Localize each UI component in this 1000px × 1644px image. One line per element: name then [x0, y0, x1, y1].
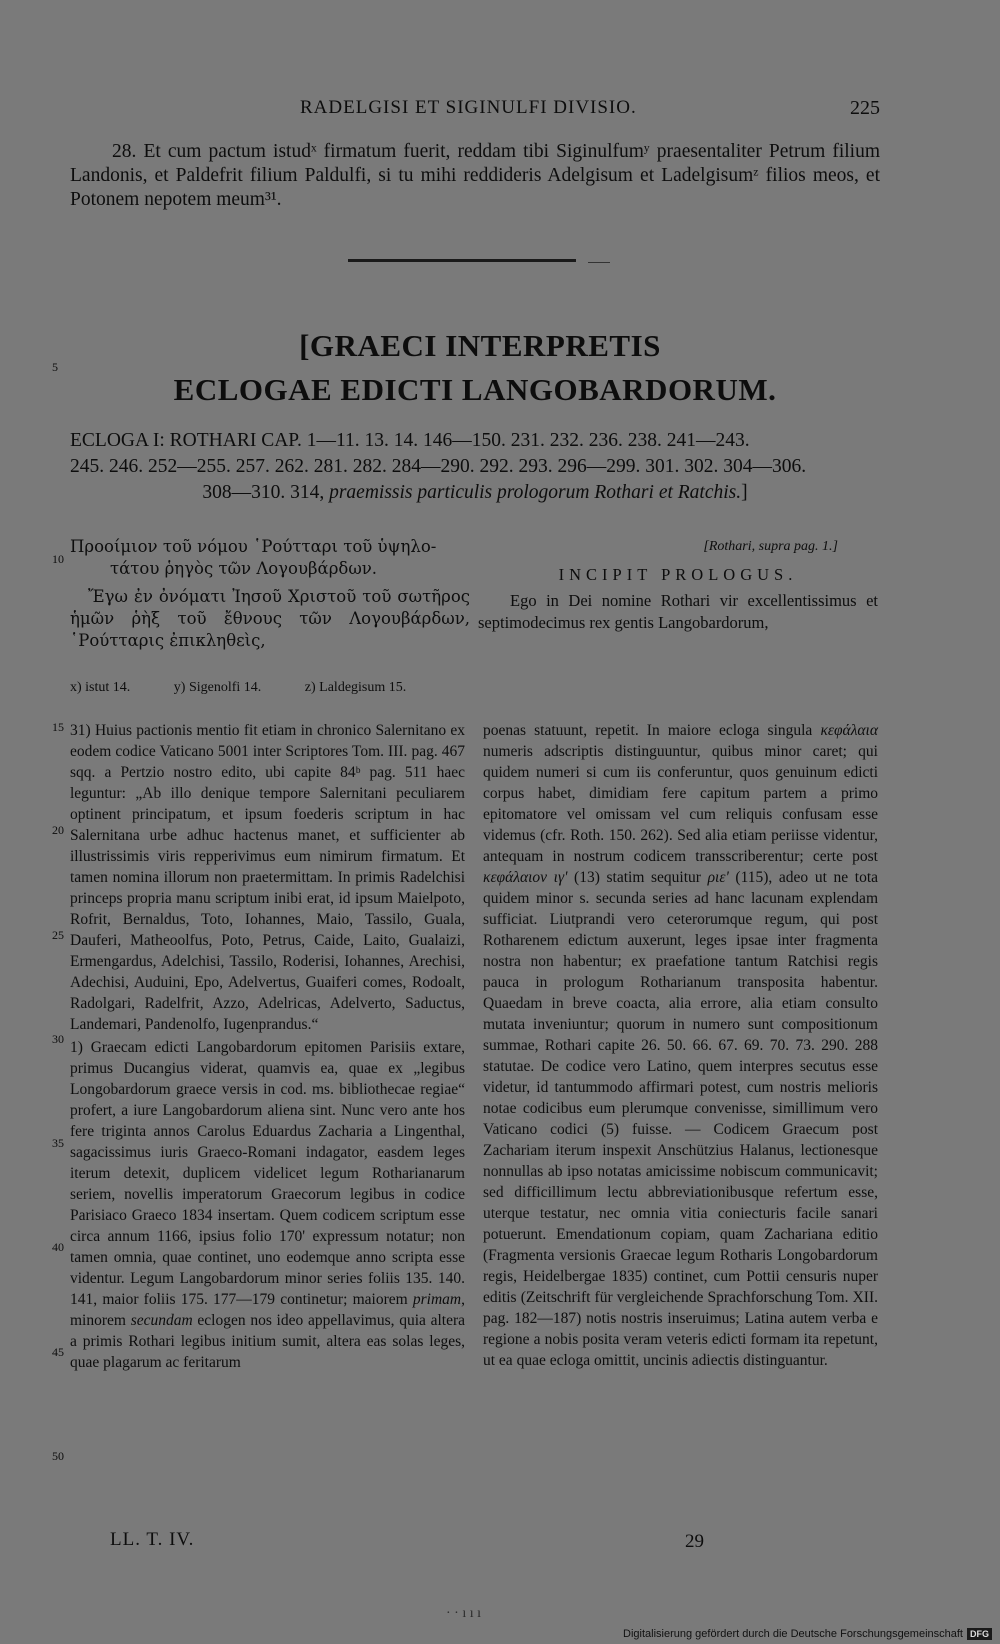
- line-number-40: 40: [52, 1240, 64, 1254]
- footnote-1-greek-rie: ριε': [707, 869, 729, 886]
- footnote-1-italic-primam: primam: [412, 1291, 462, 1308]
- footnote-1-right-c: (13) statim sequitur: [574, 869, 701, 886]
- line-number-50: 50: [52, 1449, 64, 1463]
- page-number: 225: [850, 97, 880, 119]
- greek-title-a: Προοίμιον τοῦ νόμου ῾Ρούτταρι τοῦ ὑψηλο-: [70, 537, 437, 556]
- signature-mark: LL. T. IV.: [110, 1529, 195, 1550]
- variant-x: x) istut 14.: [70, 680, 131, 695]
- footnote-1-minorem: , minorem: [70, 1291, 465, 1329]
- section-heading-line1: [GRAECI INTERPRETIS: [299, 328, 661, 363]
- incipit-heading: INCIPIT PROLOGUS.: [558, 565, 798, 584]
- footnote-1-right-b: numeris adscriptis distinguuntur, quibus minor caret; qui quidem numeri si cum iis conferuntur, quos genuinum edicti corpus habet, dimidiam fere capitum partem a primo epitomatore vel omissam vel cum reliquis confusam esse videmus (cfr. Roth. 150. 262). Sed alia etiam periisse videntur, antequam in nostrum codicem transscriberentur; certe post: [483, 743, 878, 865]
- variant-y: y) Sigenolfi 14.: [173, 680, 262, 695]
- latin-reference: [Rothari, supra pag. 1.]: [703, 539, 838, 554]
- footnotes-left-column: [70, 720, 465, 1375]
- footnote-1-left-text: 1) Graecam edicti Langobardorum epitomen Parisiis extare, primus Ducangius viderat, quamvis ea, quae ex „legibus Longobardorum graece versis in cod. ms. bibliothecae regiae“ profert, a iure Langobardorum aliena sint. Nunc vero ante hos fere triginta annos Carolus Eduardus Zacharia a Lingenthal, sagacissimus iuris Graeco-Romani indagator, easdem leges iterum detexit, duplicem videlicet legum Rotharianarum seriem, novellis imperatorum Graecorum legibus in codice Parisiaco Graeco 1834 insertam. Quem codicem scriptum esse circa annum 1166, ipsius folio 170' expressum notatur; non tamen omnia, quae continet, uno eodemque anno scripta esse videntur. Legum Langobardorum minor series foliis 135. 140. 141, maior foliis 175. 177—179 continetur; maiorem: [70, 1039, 465, 1308]
- signature-number: 29: [685, 1531, 704, 1552]
- greek-column: [70, 536, 470, 652]
- footnote-1-greek-kephalaion: κεφάλαιον ιγ': [483, 869, 568, 886]
- section-rule: [348, 259, 576, 262]
- footnote-1-italic-secundam: secundam: [130, 1312, 193, 1329]
- line-number-10: 10: [52, 552, 64, 566]
- footnotes-right-column: [483, 720, 878, 1371]
- footnote-1-right-d: (115), adeo ut ne tota quidem minor s. secunda series ad hanc lacunam explendam sufficiat. Liutprandi vero ceterorumque regum, qui post Rotharenem edictum auxerunt, leges ipsae inter fragmenta nostra non habentur; ex praefatione tantum Ratchisi regis pauca in prologum Rotharianum transposita habentur. Quaedam in breve coacta, alia errore, alia etiam consulto mutata inveniuntur; quorum in numero sunt compositionum summae, Rothari capite 26. 50. 66. 67. 69. 70. 73. 290. 288 statutae. De codice vero Latino, quem interpres secutus esse videtur, id tantummodo affirmari potest, cum nostris melioris notae codicibus eum plerumque convenisse, simillimum vero Vaticano codici (5) fuisse. — Codicem Graecum post Zachariam iterum inspexit Anschützius Halanus, lectionesque nonnullas ab ipso notatas amicissime nobiscum communicavit; sed difficillimum lectu abbreviationibusque refertum esse, uterque testatur, nec omnia vitia coniecturis facile sanari potuerunt. Emendationum copiam, quam Zachariana editio (Fragmenta versionis Graecae legum Rotharis Longobardorum regis, Heidelbergae 1835) continet, cum Pottii censuris nuper editis (Zeitschrift für vergleichende Sprachforschung Tom. XII. pag. 182—187) notis nostris inseruimus; Latina autem verba e regione a nobis posita veram veteris edicti formam ita repetunt, ut ea quae ecloga omittit, uncinis adiectis distinguantur.: [483, 869, 879, 1369]
- line-number-30: 30: [52, 1032, 64, 1046]
- footnote-1-greek-kephalaia: κεφάλαια: [820, 722, 878, 739]
- paragraph-28: 28. Et cum pactum istudˣ firmatum fuerit, reddam tibi Siginulfumʸ praesentaliter Petrum filium Landonis, et Paldefrit filium Paldulfi, si tu mihi reddideris Adelgisum et Ladelgisumᶻ filios meos, et Potonem nepotem meum³¹.: [70, 141, 880, 210]
- section-heading-line2: ECLOGAE EDICTI LANGOBARDORUM.: [173, 372, 777, 407]
- footnote-31: 31) Huius pactionis mentio fit etiam in chronico Salernitano ex eodem codice Vaticano 5001 inter Scriptores Tom. III. pag. 467 sqq. a Pertzio nostro edito, ubi capite 84ᵇ pag. 511 haec leguntur: „Ab illo denique tempore Salernitani peculiarem optinent principatum, et ipsum foederis scriptum in hac Salernitana urbe adhuc hactenus manet, et sufficienter ab illustrissimis viris repperivimus eum nimirum firmatum. Et tamen nomina illorum non praetermittam. In primis Radelchisi princeps propria manu scriptum inibi erat, id ipsum Maielpoto, Rofrit, Bernaldus, Toto, Iohannes, Maio, Tassilo, Guala, Dauferi, Matheoolfus, Poto, Petrus, Caide, Laito, Gualaizi, Ermengardus, Adelchisi, Tassilo, Roderisi, Iohannes, Arechisi, Adechisi, Auduini, Epo, Adelvertus, Guaiferi comes, Rodoalt, Radolgari, Radelfrit, Azzo, Adelricas, Adelverto, Saductus, Landemari, Pandenolfo, Iugenprandus.“: [70, 722, 465, 1033]
- digitization-footer: [623, 1626, 992, 1642]
- latin-body: Ego in Dei nomine Rothari vir excellentissimus et septimodecimus rex gentis Langobardorum,: [478, 591, 878, 632]
- greek-title-b: τάτου ῥηγὸς τῶν Λογουβάρδων.: [110, 559, 378, 578]
- ecloga-line-1: ECLOGA I: ROTHARI CAP. 1—11. 13. 14. 146—150. 231. 232. 236. 238. 241—243.: [70, 430, 750, 451]
- page-header: [70, 97, 880, 127]
- variant-z: z) Laldegisum 15.: [304, 680, 407, 695]
- footnote-1-left-end: eclogen nos ideo appellavimus, quia altera a primis Rothari legibus initium sumit, altera eas solas leges, quae plagarum ac feritarum: [70, 1312, 466, 1371]
- line-number-5: 5: [52, 360, 58, 374]
- dfg-logo-icon: DFG: [967, 1628, 992, 1640]
- footer-text: Digitalisierung gefördert durch die Deutsche Forschungsgemeinschaft: [623, 1628, 963, 1640]
- line-number-45: 45: [52, 1345, 64, 1359]
- line-number-15: 15: [52, 720, 64, 734]
- variant-readings: [70, 680, 470, 696]
- ecloga-line-3-italic: praemissis particulis prologorum Rothari et Ratchis.: [329, 482, 742, 503]
- greek-body: Ἔγω ἐν ὀνόματι Ἰησοῦ Χριστοῦ τοῦ σωτῆρος ἡμῶν ῥὴξ τοῦ ἔθνους τῶν Λογουβάρδων, ῾Ρούτταρις ἐπικληθεὶς,: [70, 587, 470, 650]
- ecloga-contents: [70, 428, 880, 506]
- footnote-1-right-a: poenas statuunt, repetit. In maiore ecloga singula: [483, 722, 813, 739]
- ecloga-line-3-end: ]: [741, 482, 748, 503]
- ecloga-line-3-plain: 308—310. 314,: [202, 482, 325, 503]
- line-number-25: 25: [52, 928, 64, 942]
- running-title: RADELGISI ET SIGINULFI DIVISIO.: [300, 97, 637, 118]
- section-rule-dash: [588, 262, 610, 263]
- ecloga-line-2: 245. 246. 252—255. 257. 262. 281. 282. 284—290. 292. 293. 296—299. 301. 302. 304—306.: [70, 456, 807, 477]
- line-number-20: 20: [52, 823, 64, 837]
- latin-column: [478, 536, 878, 634]
- footnote-1-left: [70, 1037, 465, 1373]
- bottom-marks: · · ı ı ı: [446, 1606, 481, 1621]
- ecloga-line-3: [70, 480, 880, 506]
- line-number-35: 35: [52, 1136, 64, 1150]
- footnote-1-right: [483, 720, 878, 1371]
